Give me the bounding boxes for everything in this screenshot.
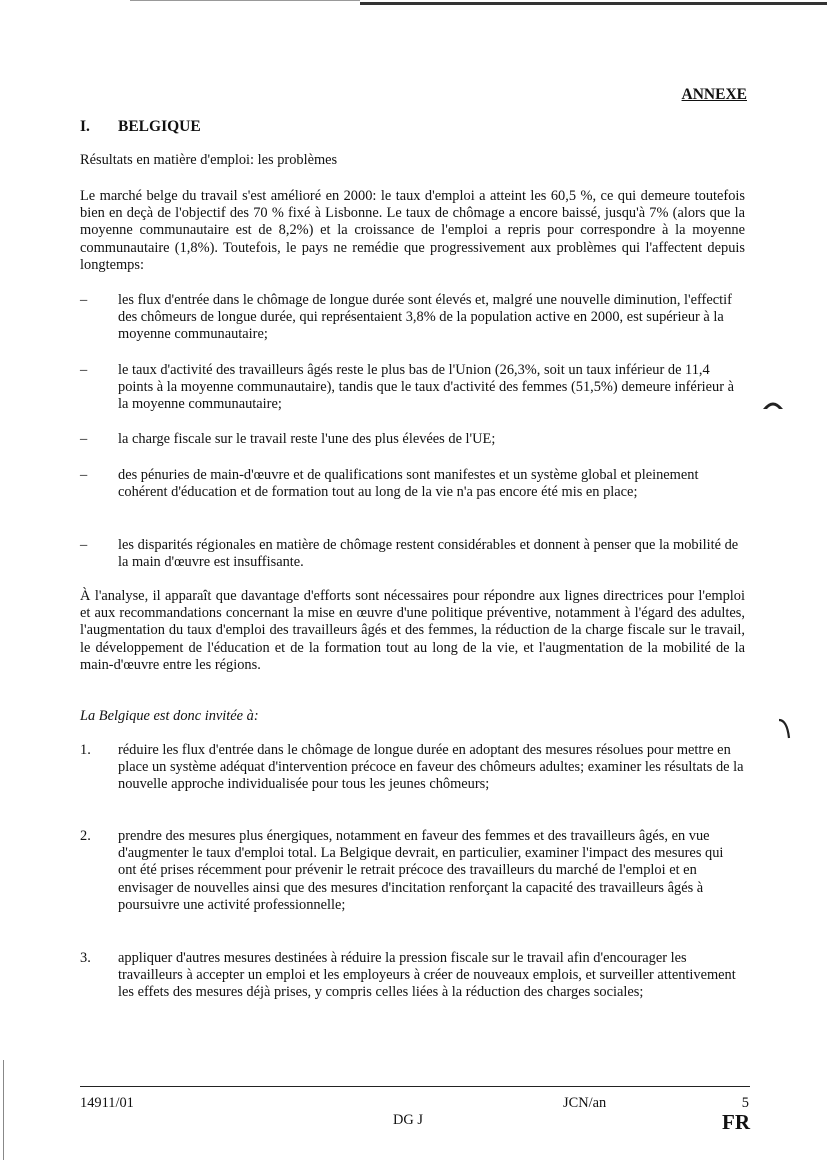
section-heading: [80, 118, 201, 136]
bullet-text: les disparités régionales en matière de chômage restent considérables et donnent à penser que la mobilité de la main d'œuvre est insuffisante.: [118, 537, 739, 571]
top-edge-rule: [360, 2, 827, 5]
bullet-item: [80, 292, 745, 344]
annex-label: ANNEXE: [681, 86, 747, 103]
bullet-text: les flux d'entrée dans le chômage de longue durée sont élevés et, malgré une nouvelle diminution, l'effectif des chômeurs de longue durée, qui représentaient 3,8% de la population active en 2000, est supérieur à la moyenne communautaire;: [118, 292, 732, 343]
bullet-marker: –: [80, 362, 88, 378]
recommendation-text: appliquer d'autres mesures destinées à réduire la pression fiscale sur le travail afin d'encourager les travailleurs à accepter un emploi et les employeurs à créer de nouveaux emplois, et surveiller attentivement les effets des mesures déjà prises, y compris celles liées à la réduction des charges sociales;: [118, 950, 736, 1001]
recommendation-number: 3.: [80, 950, 91, 966]
bullet-item: [80, 362, 745, 414]
recommendation-item: [80, 828, 745, 914]
intro-paragraph: Le marché belge du travail s'est amélioré en 2000: le taux d'emploi a atteint les 60,5 %, ce qui demeure toutefois bien en deçà de l'objectif des 70 % fixé à Lisbonne. Le taux de chômage a encore baissé, jusqu'à 7% (alors que la moyenne communautaire est de 8,2%) et la croissance de l'emploi a repris pour correspondre à la moyenne communautaire (1,8%). Toutefois, le pays ne remédie que progressivement aux problèmes qui l'affectent depuis longtemps:: [80, 188, 745, 273]
section-number: I.: [80, 118, 90, 135]
language-code: FR: [722, 1110, 750, 1134]
footer-rule: [80, 1086, 750, 1087]
bullet-text: la charge fiscale sur le travail reste l'une des plus élevées de l'UE;: [118, 431, 496, 447]
recommendation-number: 2.: [80, 828, 91, 844]
document-reference: 14911/01: [80, 1095, 134, 1111]
bullet-marker: –: [80, 292, 88, 308]
analysis-paragraph: À l'analyse, il apparaît que davantage d'efforts sont nécessaires pour répondre aux lignes directrices pour l'emploi et aux recommandations concernant la mise en œuvre d'une politique préventive, notamment à l'égard des adultes, l'augmentation du taux d'emploi des travailleurs âgés et des femmes, la réduction de la charge fiscale sur le travail, le développement de l'éducation et de la formation tout au long de la vie, et l'augmentation de la mobilité de la main-d'œuvre entre les régions.: [80, 588, 745, 673]
scan-mark: [778, 718, 792, 740]
recommendation-text: réduire les flux d'entrée dans le chômage de longue durée en adoptant des mesures résolues pour mettre en place un système adéquat d'intervention précoce en faveur des chômeurs adultes; examiner les résultats de la nouvelle approche individualisée pour tous les jeunes chômeurs;: [118, 742, 744, 793]
invitation-line: La Belgique est donc invitée à:: [80, 708, 259, 724]
bullet-marker: –: [80, 537, 88, 553]
recommendation-number: 1.: [80, 742, 91, 758]
section-title: BELGIQUE: [118, 118, 201, 135]
bullet-marker: –: [80, 467, 88, 483]
bullet-item: [80, 431, 745, 448]
recommendation-item: [80, 950, 745, 1002]
recommendation-text: prendre des mesures plus énergiques, notamment en faveur des femmes et des travailleurs âgés, en vue d'augmenter le taux d'emploi total. La Belgique devrait, en particulier, examiner l'impact des mesures qui ont été prises récemment pour prévenir le retrait précoce des travailleurs du marché de l'emploi et en envisager de nouvelles ainsi que des mesures d'incitation renforçant la capacité des travailleurs âgés à poursuivre une activité professionnelle;: [118, 828, 724, 913]
margin-line: [3, 1060, 4, 1160]
bullet-marker: –: [80, 431, 88, 447]
subtitle: Résultats en matière d'emploi: les problèmes: [80, 152, 338, 168]
bullet-item: [80, 537, 745, 571]
scan-mark: [762, 398, 784, 410]
page-number: 5: [741, 1095, 749, 1111]
recommendation-item: [80, 742, 745, 794]
bullet-text: des pénuries de main-d'œuvre et de qualifications sont manifestes et un système global et pleinement cohérent d'éducation et de formation tout au long de la vie n'a pas encore été mis en place;: [118, 467, 699, 501]
top-edge-line: [130, 0, 360, 1]
directorate-label: DG J: [393, 1112, 423, 1128]
bullet-item: [80, 467, 745, 501]
bullet-text: le taux d'activité des travailleurs âgés reste le plus bas de l'Union (26,3%, soit un taux inférieur de 11,4 points à la moyenne communautaire), tandis que le taux d'activité des femmes (51,5%) demeure inférieur à la moyenne communautaire;: [118, 362, 734, 413]
author-initials: JCN/an: [563, 1095, 607, 1111]
